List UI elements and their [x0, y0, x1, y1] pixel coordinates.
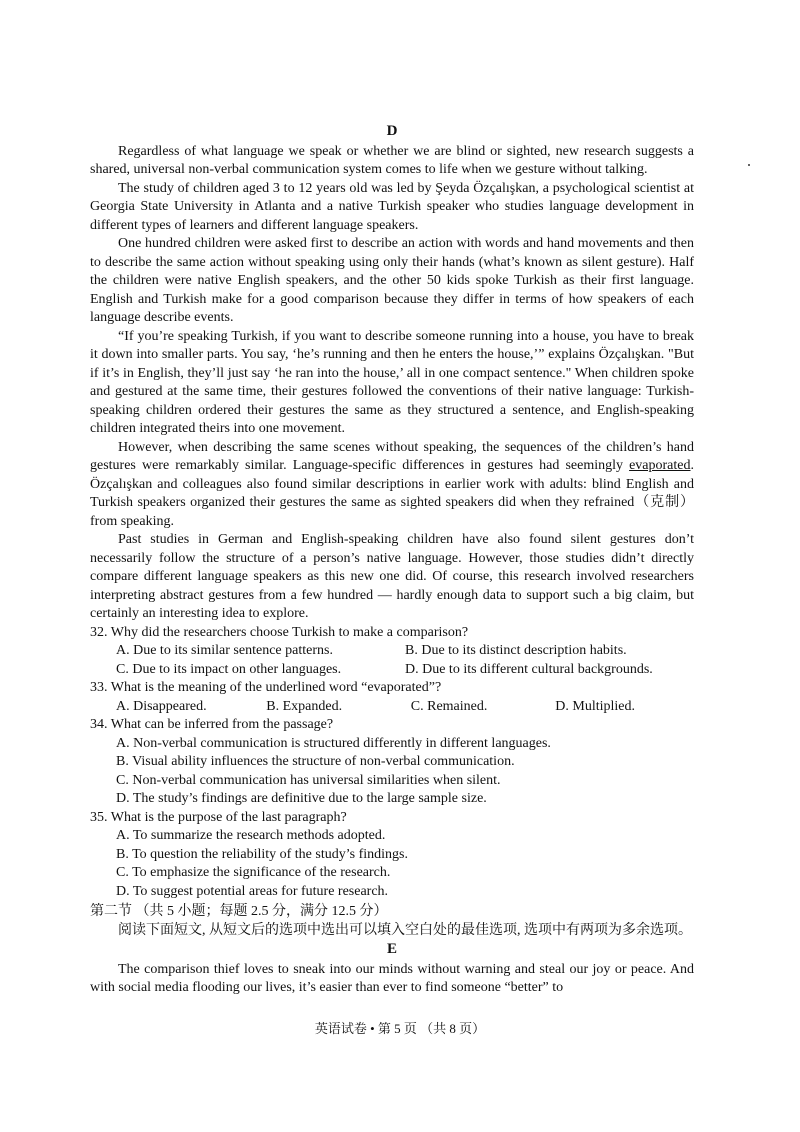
option-d: D. Due to its different cultural backgrounds. — [405, 661, 653, 677]
option-a: A. Disappeared. — [116, 698, 207, 714]
question-stem: 34. What can be inferred from the passage? — [90, 717, 334, 732]
option-b: B. Visual ability influences the structure of non-verbal communication. — [116, 754, 515, 769]
option-c: C. To emphasize the significance of the research. — [116, 865, 391, 880]
question-35 — [90, 809, 694, 902]
question-stem: 35. What is the purpose of the last paragraph? — [90, 809, 347, 825]
paragraph-4: “If you’re speaking Turkish, if you want to describe someone running into a house, you have to break it down into smaller parts. You say, ‘he’s running and then he enters the house,’” explains Özçalışkan. "But if it’s in English, they’ll just say ‘he ran into the house,’ all in one compact sentence." When children spoke and gestured at the same time, their gestures followed the conventions of their native language: Turkish-speaking children ordered their gestures the same as they structured a sentence, and English-speaking children integrated theirs into one movement. — [90, 328, 694, 436]
question-32 — [90, 624, 694, 680]
paragraph-5 — [90, 439, 694, 532]
paragraph-1: Regardless of what language we speak or whether we are blind or sighted, new research suggests a shared, universal non-verbal communication system comes to life when we gesture without talking. — [90, 143, 694, 177]
question-34 — [90, 716, 694, 809]
option-d: D. To suggest potential areas for future research. — [116, 883, 389, 899]
option-c: C. Due to its impact on other languages. — [116, 661, 342, 677]
option-a: A. To summarize the research methods adopted. — [116, 828, 386, 843]
page-content — [90, 122, 694, 998]
option-d: D. The study’s findings are definitive due to the large sample size. — [116, 791, 487, 806]
paragraph-6: Past studies in German and English-speaking children have also found silent gestures don’t necessarily follow the structure of a person’s native language. However, those studies didn’t directly compare different language speakers as this new one did. Of course, this research involved researchers interpreting abstract gestures from a few hundred — hardly enough data to support such a big claim, but certainly an interesting idea to explore. — [90, 532, 694, 621]
option-c: C. Non-verbal communication has universal similarities when silent. — [116, 772, 501, 788]
section-e-title: E — [386, 941, 397, 957]
section-d-title: D — [386, 123, 398, 139]
part-2-instruction: 阅读下面短文, 从短文后的选项中选出可以填入空白处的最佳选项, 选项中有两项为多余选项。 — [118, 922, 692, 938]
option-b: B. Expanded. — [266, 698, 343, 714]
option-c: C. Remained. — [410, 698, 488, 714]
option-d: D. Multiplied. — [555, 698, 635, 714]
option-a: A. Non-verbal communication is structured differently in different languages. — [116, 735, 551, 751]
paragraph-3: One hundred children were asked first to describe an action with words and hand movements and then to describe the same action without speaking using only their hands (what’s known as silent gesture). Half the children were native English speakers, and the other 50 kids spoke Turkish as their first language. English and Turkish make for a good comparison because they differ in terms of how speakers of each language describe events. — [90, 236, 694, 325]
option-b: B. Due to its distinct description habits. — [405, 643, 627, 658]
page-footer: 英语试卷 • 第 5 页 （共 8 页） — [314, 1021, 486, 1036]
option-b: B. To question the reliability of the study’s findings. — [116, 846, 408, 862]
underlined-word: evaporated — [629, 458, 691, 473]
paragraph-2: The study of children aged 3 to 12 years old was led by Şeyda Özçalışkan, a psychological scientist at Georgia State University in Atlanta and a native Turkish speaker who studies language development in different types of learners and different language speakers. — [90, 180, 694, 233]
paragraph-5-end: . Özçalışkan and colleagues also found similar descriptions in earlier work with adults: blind English and Turkish speakers organized their gestures the same as sighted speakers did when they refrained（克制）from speaking. — [90, 458, 694, 529]
section-e-paragraph: The comparison thief loves to sneak into our minds without warning and steal our joy or peace. And with social media flooding our lives, it’s easier than ever to find someone “better” to — [90, 961, 694, 995]
question-33 — [90, 679, 694, 716]
question-stem: 33. What is the meaning of the underlined word “evaporated”? — [90, 680, 442, 695]
question-stem: 32. Why did the researchers choose Turkish to make a comparison? — [90, 624, 469, 640]
scan-speck — [748, 164, 750, 166]
paragraph-5-start: However, when describing the same scenes without speaking, the sequences of the children’s hand gestures were remarkably similar. Language-specific differences in gestures had seemingly — [90, 439, 694, 473]
part-2-heading: 第二节 （共 5 小题；每题 2.5 分，满分 12.5 分） — [90, 904, 388, 919]
option-a: A. Due to its similar sentence patterns. — [116, 643, 333, 658]
